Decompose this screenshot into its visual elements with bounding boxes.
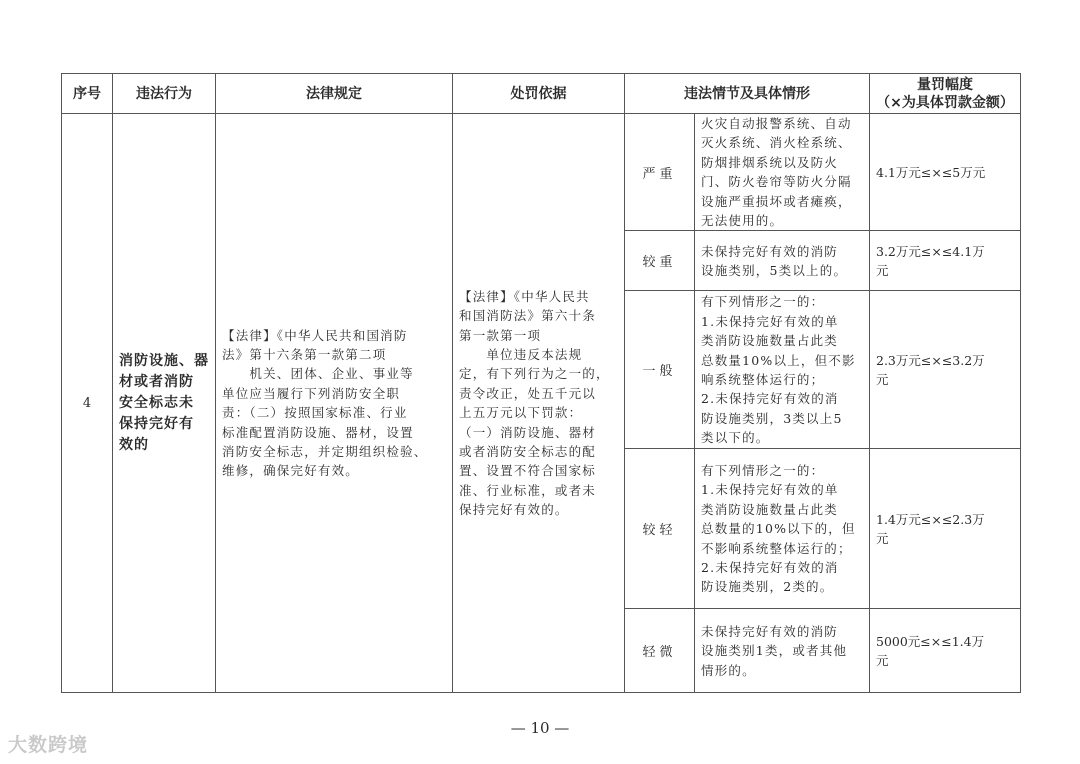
row-number: 4	[62, 114, 113, 693]
header-penalty-title: 量罚幅度	[917, 76, 973, 93]
table-row	[62, 114, 1021, 231]
header-circumstances: 违法情节及具体情形	[625, 74, 870, 114]
level-amount: 5000元≤×≤1.4万 元	[870, 609, 1021, 693]
level-amount: 4.1万元≤×≤5万元	[870, 114, 1021, 231]
level-label: 较重	[625, 231, 695, 291]
header-number: 序号	[62, 74, 113, 114]
level-label: 轻微	[625, 609, 695, 693]
violation-behavior: 消防设施、器 材或者消防 安全标志未 保持完好有 效的	[113, 114, 216, 693]
level-amount: 3.2万元≤×≤4.1万 元	[870, 231, 1021, 291]
level-detail: 有下列情形之一的： 1.未保持完好有效的单 类消防设施数量占此类 总数量的10%以下的，但 不影响系统整体运行的； 2.未保持完好有效的消 防设施类别，2类的。	[695, 449, 870, 609]
law-provision: 【法律】《中华人民共和国消防 法》第十六条第一款第二项 机关、团体、企业、事业等 单位应当履行下列消防安全职 责：（二）按照国家标准、行业 标准配置消防设施、器材，设置 消防安全标志，并定期组织检验、 维修，确保完好有效。	[216, 114, 453, 693]
level-amount: 2.3万元≤×≤3.2万 元	[870, 291, 1021, 449]
table-header-row	[62, 74, 1021, 114]
level-amount: 1.4万元≤×≤2.3万 元	[870, 449, 1021, 609]
level-label: 一般	[625, 291, 695, 449]
level-detail: 火灾自动报警系统、自动 灭火系统、消火栓系统、 防烟排烟系统以及防火 门、防火卷帘等防火分隔 设施严重损坏或者瘫痪， 无法使用的。	[695, 114, 870, 231]
header-behavior: 违法行为	[113, 74, 216, 114]
header-law: 法律规定	[216, 74, 453, 114]
penalty-basis: 【法律】《中华人民共 和国消防法》第六十条 第一款第一项 单位违反本法规 定，有下列行为之一的， 责令改正，处五千元以 上五万元以下罚款： （一）消防设施、器材 或者消防安全标志的配 置、设置不符合国家标 准、行业标准，或者未 保持完好有效的。	[453, 114, 625, 693]
watermark-logo: 大数跨境	[8, 734, 89, 756]
header-basis: 处罚依据	[453, 74, 625, 114]
level-detail: 未保持完好有效的消防 设施类别，5类以上的。	[695, 231, 870, 291]
level-detail: 未保持完好有效的消防 设施类别1类，或者其他 情形的。	[695, 609, 870, 693]
header-penalty-note: （×为具体罚款金额）	[876, 94, 1014, 111]
penalty-table	[61, 73, 1021, 693]
level-label: 较轻	[625, 449, 695, 609]
header-penalty-range	[870, 74, 1021, 114]
level-label: 严重	[625, 114, 695, 231]
level-detail: 有下列情形之一的： 1.未保持完好有效的单 类消防设施数量占此类 总数量10%以上，但不影 响系统整体运行的； 2.未保持完好有效的消 防设施类别，3类以上5 类以下的。	[695, 291, 870, 449]
page-number: — 10 —	[510, 719, 570, 737]
